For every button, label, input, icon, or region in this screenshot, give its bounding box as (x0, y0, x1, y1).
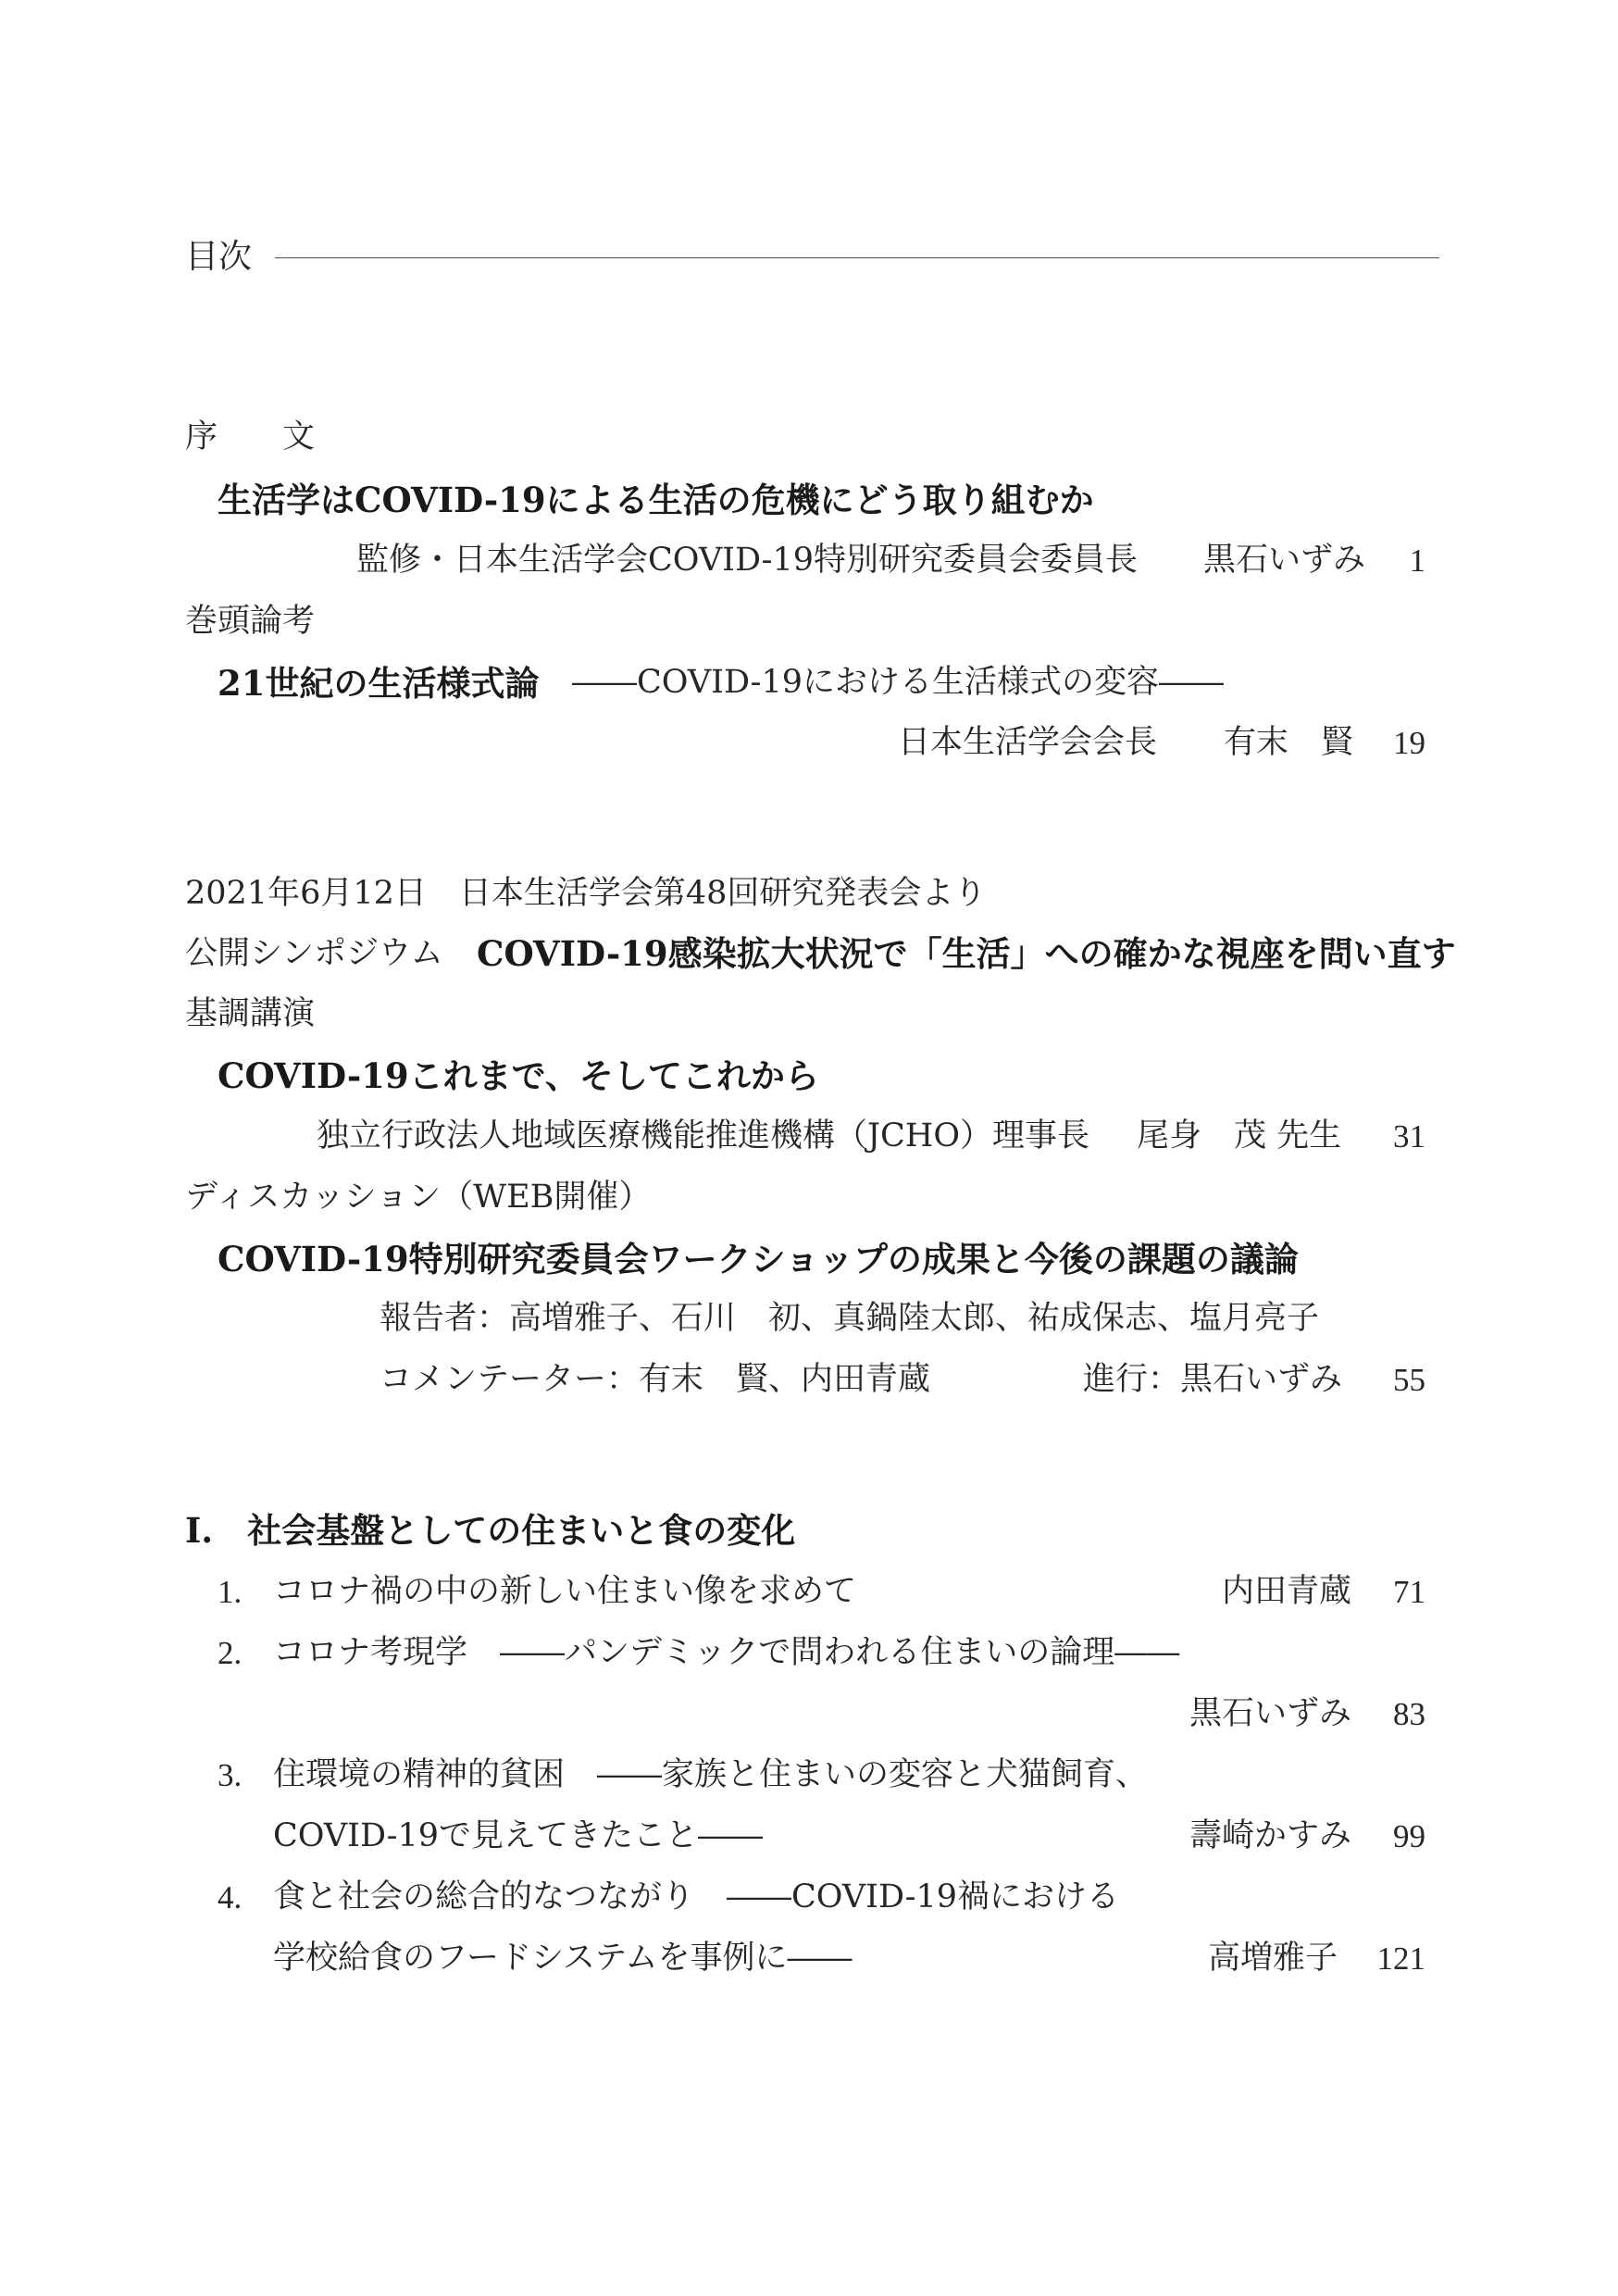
preface-page: 1 (1409, 543, 1425, 579)
preface-title[interactable]: 生活学はCOVID-19による生活の危機にどう取り組むか (218, 480, 1094, 520)
opening-title[interactable]: 21世紀の生活様式論 (218, 663, 540, 704)
discussion-reporters: 報告者：高増雅子、石川 初、真鍋陸太郎、祐成保志、塩月亮子 (380, 1300, 1320, 1337)
page-title: 目次 (185, 238, 253, 276)
opening-heading: 巻頭論考 (185, 603, 316, 640)
preface-author: 黒石いずみ (1203, 542, 1366, 579)
symposium-label: 公開シンポジウム (185, 935, 443, 972)
symposium-title[interactable]: COVID-19感染拡大状況で「生活」への確かな視座を問い直す (477, 933, 1456, 974)
item-page: 71 (1393, 1574, 1425, 1610)
discussion-heading: ディスカッション（WEB開催） (185, 1179, 652, 1216)
item-title[interactable]: コロナ禍の中の新しい住まい像を求めて (273, 1573, 857, 1610)
keynote-page: 31 (1393, 1118, 1425, 1154)
item-title-continued: 学校給食のフードシステムを事例に―― (273, 1940, 853, 1977)
opening-page: 19 (1393, 725, 1425, 761)
item-author: 内田青蔵 (1222, 1573, 1352, 1610)
symposium-date: 2021年6月12日 日本生活学会第48回研究発表会より (185, 875, 987, 912)
item-number: 1. (218, 1574, 243, 1610)
opening-author-role: 日本生活学会会長 (898, 724, 1158, 761)
preface-heading: 序 文 (185, 418, 316, 455)
item-title[interactable]: 住環境の精神的貧困 ――家族と住まいの変容と犬猫飼育、 (273, 1756, 1149, 1793)
discussion-page: 55 (1393, 1362, 1425, 1398)
keynote-role: 独立行政法人地域医療機能推進機構（JCHO）理事長 (317, 1117, 1090, 1154)
item-page: 99 (1393, 1818, 1425, 1854)
item-number: 2. (218, 1635, 243, 1671)
discussion-moderator: 進行：黒石いずみ (1083, 1361, 1343, 1398)
opening-author: 有末 賢 (1224, 724, 1354, 761)
keynote-heading: 基調講演 (185, 995, 316, 1032)
keynote-title[interactable]: COVID-19これまで、そしてこれから (218, 1055, 819, 1096)
keynote-author: 尾身 茂 先生 (1137, 1117, 1342, 1154)
discussion-title[interactable]: COVID-19特別研究委員会ワークショップの成果と今後の課題の議論 (218, 1239, 1299, 1279)
opening-subtitle: ――COVID-19における生活様式の変容―― (572, 664, 1225, 701)
item-author: 黒石いずみ (1189, 1695, 1352, 1732)
item-author: 高増雅子 (1208, 1940, 1338, 1977)
item-page: 83 (1393, 1696, 1425, 1732)
item-title-continued: COVID-19で見えてきたこと―― (273, 1817, 764, 1854)
discussion-commentators: コメンテーター：有末 賢、内田青蔵 (380, 1361, 931, 1398)
item-number: 4. (218, 1879, 243, 1915)
item-page: 121 (1376, 1940, 1425, 1977)
item-title[interactable]: 食と社会の総合的なつながり ――COVID-19禍における (273, 1878, 1120, 1915)
item-number: 3. (218, 1757, 243, 1793)
preface-author-role: 監修・日本生活学会COVID-19特別研究委員会委員長 (356, 542, 1139, 579)
item-title[interactable]: コロナ考現学 ――パンデミックで問われる住まいの論理―― (273, 1634, 1180, 1671)
item-author: 壽崎かすみ (1189, 1817, 1352, 1854)
section-heading: I. 社会基盤としての住まいと食の変化 (185, 1510, 796, 1551)
title-rule (275, 257, 1439, 258)
